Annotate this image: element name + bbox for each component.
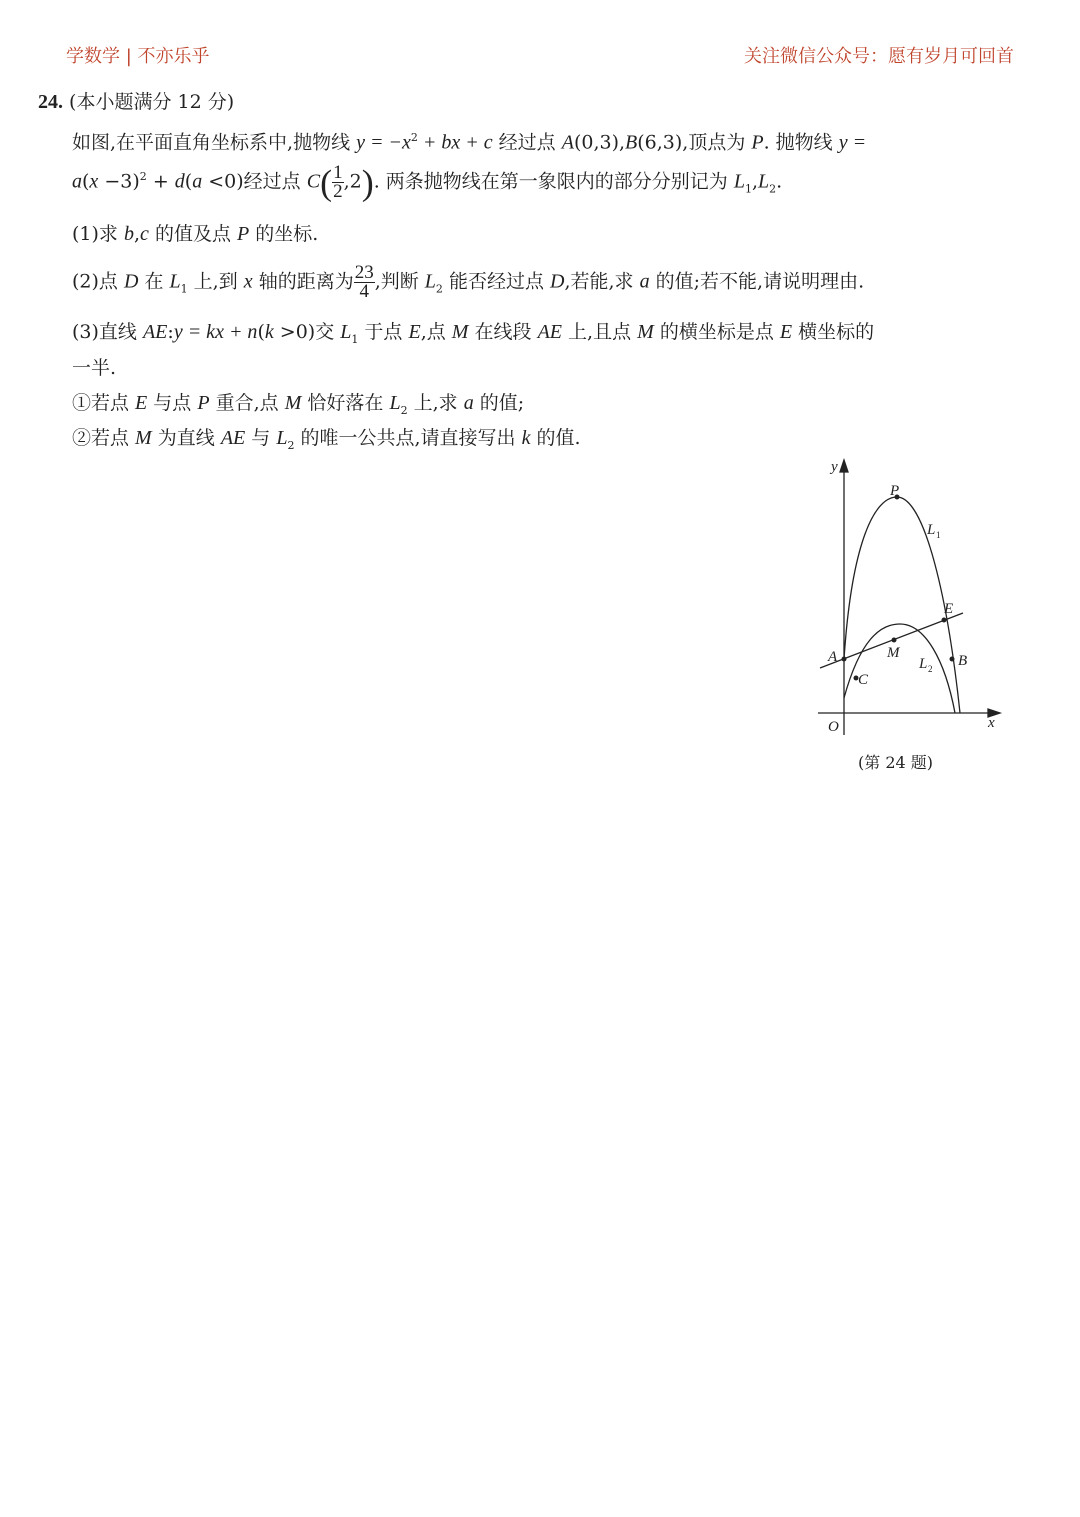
math: M [451,321,469,343]
text: 于点 [358,321,409,343]
text: ①若点 [72,392,136,414]
denominator: 4 [359,281,369,302]
text: (3)直线 [72,321,143,343]
text: ,点 [420,321,452,343]
math: a [639,270,650,293]
math: a [463,392,474,414]
point-M [892,638,897,643]
text: ( [257,321,265,343]
math: k [521,427,531,449]
text: 在线段 [468,321,538,343]
math: AE [142,321,168,343]
text: 的值; [473,392,525,414]
problem-number: 24. [38,91,63,113]
text: 的值及点 [148,223,237,245]
text: ( [82,170,90,193]
subscript: 2 [769,182,777,196]
subscript: 1 [180,282,188,296]
math: P [197,392,210,414]
text: 的值;若不能,请说明理由. [649,270,865,293]
label-O: O [828,719,839,735]
text: , [751,170,758,193]
math: b [123,223,134,245]
math: C [306,170,321,193]
math: P [751,131,764,154]
label-B: B [958,653,968,669]
text: ( [184,170,193,193]
math: c [140,223,149,245]
math: y = −x [356,131,411,154]
exponent: 2 [410,131,418,144]
math: D [123,270,139,293]
point-E [942,618,947,623]
text: −3) [98,170,140,193]
text: 恰好落在 [301,392,390,414]
subscript: 2 [287,438,295,452]
math: x [243,270,253,293]
numerator: 23 [354,262,374,283]
subscript: 1 [351,332,359,346]
text: + [146,170,175,193]
math: x [89,170,99,193]
label-L1: L [927,522,936,538]
math: E [408,321,421,343]
text: 的坐标. [249,223,319,245]
denominator: 2 [333,181,343,202]
text: ,2 [343,170,362,193]
text: 上,且点 [562,321,638,343]
figure-caption: (第 24 题) [858,753,934,772]
math: L [733,170,745,193]
text: 与点 [147,392,198,414]
text: (1)求 [72,223,124,245]
label-x: x [988,715,995,731]
label-L1-sub: 1 [936,530,941,540]
math: L [276,427,288,449]
text: 的横坐标是点 [653,321,780,343]
math: L [758,170,770,193]
label-L2: L [919,656,928,672]
subscript: 1 [744,182,752,196]
y-axis-arrow [840,460,848,472]
text: 如图,在平面直角坐标系中,抛物线 [72,131,357,154]
math: k [264,321,274,343]
text: >0)交 [273,321,341,343]
math: L [169,270,181,293]
paren: ( [320,162,333,203]
text: (0,3), [573,131,626,154]
text: 上,求 [407,392,464,414]
math: a [72,170,82,193]
math: + bx + c [417,131,493,154]
math: L [424,270,436,293]
text: . [776,170,783,193]
math: a [192,170,203,193]
exponent: 2 [139,170,147,184]
label-E: E [944,601,954,617]
math: AE [220,427,246,449]
math: L [340,321,352,343]
math: D [550,270,565,293]
point-B [950,657,955,662]
text: . 抛物线 [763,131,839,154]
text: 轴的距离为 [252,270,354,293]
text: 的唯一公共点,请直接写出 [294,427,522,449]
point-A [842,657,847,662]
text: 的值. [530,427,581,449]
text: : [167,321,174,343]
numerator: 1 [333,162,343,183]
text: 上,到 [187,270,244,293]
math: L [389,392,401,414]
subscript: 2 [400,403,408,417]
text: 为直线 [151,427,221,449]
text: 重合,点 [209,392,285,414]
header-right: 关注微信公众号：愿有岁月可回首 [744,46,1014,67]
math: M [637,321,654,343]
math: M [135,427,152,449]
question-3-cont: 一半. [72,357,117,379]
math: AE [537,321,562,343]
label-M: M [887,645,900,661]
label-A: A [828,649,838,665]
math: y = [838,131,867,154]
math: M [284,392,302,414]
text: 经过点 [492,131,562,154]
label-P: P [890,483,900,499]
text: ,判断 [374,270,425,293]
math: E [779,321,793,343]
math: E [135,392,148,414]
text: (2)点 [72,270,124,293]
label-y: y [831,459,838,475]
math: A [561,131,574,154]
text: 能否经过点 [442,270,551,293]
label-C: C [858,672,869,688]
text: 与 [245,427,277,449]
text: ②若点 [72,427,136,449]
math: y = kx + n [173,321,258,343]
text: (6,3),顶点为 [637,131,752,154]
subscript: 2 [435,282,443,296]
text: 横坐标的 [792,321,875,343]
math: B [625,131,638,154]
text: 在 [138,270,170,293]
text: , [133,223,141,245]
paren: ) [361,162,374,203]
problem-score: (本小题满分 12 分) [69,91,235,113]
math: P [237,223,250,245]
header-left: 学数学 | 不亦乐乎 [66,46,210,67]
label-L2-sub: 2 [928,664,933,674]
math: d [174,170,185,193]
text: <0)经过点 [202,170,307,193]
text: . 两条抛物线在第一象限内的部分分别记为 [373,170,734,193]
text: ,若能,求 [564,270,640,293]
